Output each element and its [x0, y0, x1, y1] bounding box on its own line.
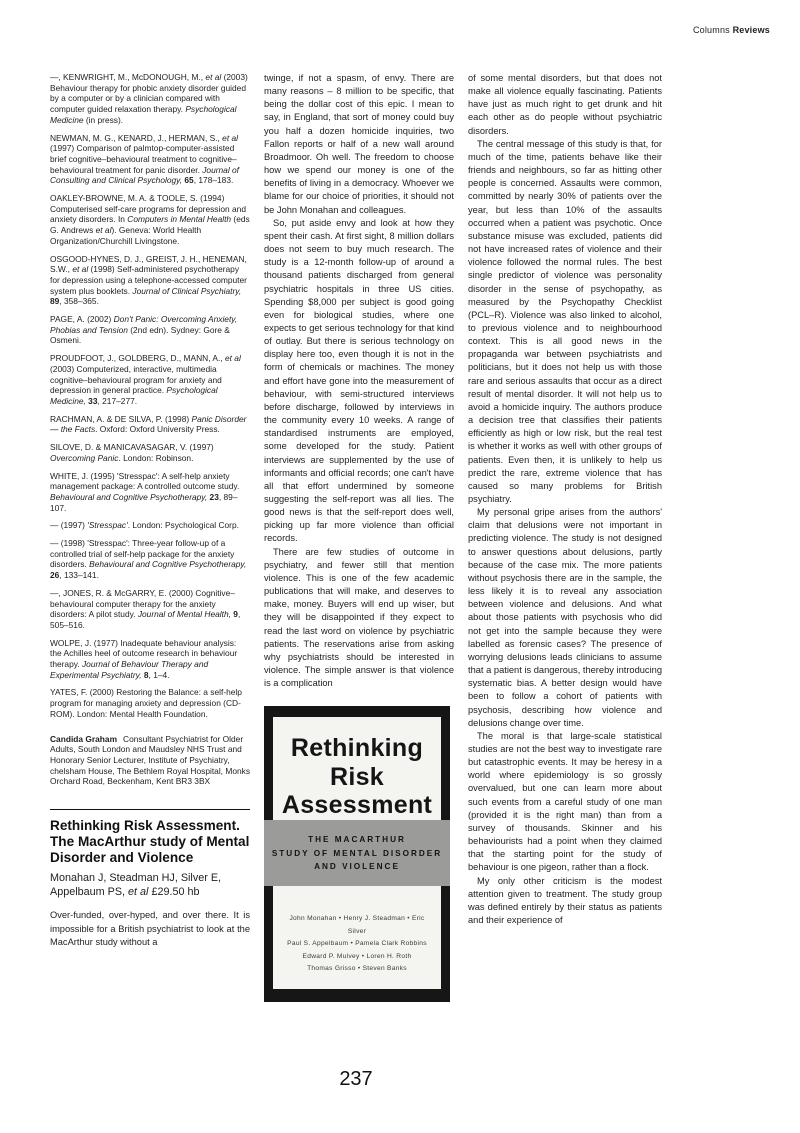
- right-column: [468, 72, 662, 927]
- body-paragraph: There are few studies of outcome in psychiatry, and fewer still that mention violence. This is one of the few academic publications that will make, and deserves to make, money. Buyers will end up wiser, but they will be disappointed if they expect to read the last word on violence by psychiatric patients. The reservations arise from asking why psychiatrists should be interested in violence. The simple answer is that violence is a complication: [264, 546, 454, 689]
- book-subtitle-line: THE MACARTHUR: [308, 835, 406, 845]
- review-title: Rethinking Risk Assessment. The MacArthur study of Mental Disorder and Violence: [50, 818, 250, 865]
- book-title-line: Assessment: [281, 791, 433, 820]
- reference-item: WOLPE, J. (1977) Inadequate behaviour analysis: the Achilles heel of outcome research in behaviour therapy. Journal of Behaviour Therapy and Experimental Psychiatry, 8, 1–4.: [50, 637, 238, 680]
- reference-item: — (1998) 'Stresspac': Three-year follow-up of a controlled trial of self-help package for the anxiety disorders. Behavioural and Cognitive Psychotherapy, 26, 133–141.: [50, 538, 247, 581]
- page-columns: [50, 72, 662, 1002]
- reference-item: NEWMAN, M. G., KENARD, J., HERMAN, S., et al (1997) Comparison of palmtop-computer-assisted brief cognitive–behavioural treatment to cognitive–behavioural treatment for panic disorder. Journal of Consulting and Clinical Psychology, 65, 178–183.: [50, 132, 240, 186]
- reference-item: —, KENWRIGHT, M., McDONOUGH, M., et al (2003) Behaviour therapy for phobic anxiety disorder guided by a computer or by a clinician compared with computer guided relaxation therapy. Psychological Medicine (in press).: [50, 72, 248, 125]
- book-subtitle-line: AND VIOLENCE: [314, 862, 400, 872]
- body-paragraph: twinge, if not a spasm, of envy. There are many reasons – 8 million to be specific, that being the dollar cost of this epic. I mean to say, in England, that sort of money could buy you half a dozen homicide inquiries, two Fallon reports or half of a new wall around Broadmoor. Oh well. The freedom to choose how we spend our money is one of the benefits of living in a democracy. Whoever we blame for our choice of priorities, it should not be John Monahan and colleagues.: [264, 73, 454, 215]
- reference-item: YATES, F. (2000) Restoring the Balance: a self-help program for managing anxiety and depression (CD-ROM). London: Mental Health Foundation.: [50, 687, 242, 719]
- book-author-line: Edward P. Mulvey • Loren H. Roth: [302, 952, 412, 960]
- body-paragraph: The central message of this study is that, for much of the time, patients behave like their friends and neighbours, so far as hitting other people is concerned. Assaults were common, committed by nearly 30% of patients over the year, but less than 10% of the assaults occurred when a patient was psychotic. Once substance misuse was excluded, patients did not have increased rates of violence and their violence followed the normal rules. The best single predictor of violence was personality disorder in the sense of psychopathy, as measured by the Psychopathy Checklist (PCL–R). Violence was also linked to alcohol, to previous violence and to neighbourhood context. This is all good news in the propaganda war between psychiatrists and politicians, but it does not help us with those rare and serious assaults that occur as a direct result of mental disorder. It will not help us to avoid a homicide inquiry. The authors produce a decision tree that classifies their patients efficiently as high or low risk, but the real test is whether it works as well with other groups of patients. Even then, it is unlikely to help us predict the rare, extreme violence that has caused so many problems for British psychiatry.: [468, 138, 662, 504]
- body-paragraph: The moral is that large-scale statistical studies are not the best way to investigate rare but catastrophic events. It may be heresy in a world where epidemiology is so grossly overvalued, but one can learn more about such events from a careful study of one man (provided it is the right man) than from a survey of thousands. Skinner and his behaviourists had a point when they claimed that the starting point for the study of behaviour is one pigeon, rather than a flock.: [468, 730, 662, 873]
- review-byline: [50, 872, 250, 899]
- book-cover-title: [273, 734, 441, 820]
- book-title-line: Rethinking: [290, 734, 424, 763]
- book-subtitle-line: STUDY OF MENTAL DISORDER: [271, 848, 443, 858]
- page-number: 237: [339, 1068, 373, 1090]
- reference-item: WHITE, J. (1995) 'Stresspac': A self-help anxiety management package: A controlled outcome study. Behavioural and Cognitive Psychotherapy, 23, 89–107.: [50, 470, 240, 513]
- review-heading-block: [50, 809, 250, 949]
- middle-column-text: [264, 72, 454, 690]
- book-cover-subtitle-band: [264, 820, 450, 886]
- book-title-line: Risk: [329, 762, 384, 791]
- book-author-line: Paul S. Appelbaum • Pamela Clark Robbins: [287, 940, 427, 948]
- reference-item: RACHMAN, A. & DE SILVA, P. (1998) Panic Disorder — the Facts. Oxford: Oxford University Press.: [50, 413, 247, 435]
- reference-item: OAKLEY-BROWNE, M. A. & TOOLE, S. (1994) Computerised self-care programs for depression and anxiety disorders. In Computers in Mental Health (eds G. Andrews et al). Geneva: World Health Organization/Churchill Livingstone.: [50, 193, 250, 246]
- running-head-section: Columns: [692, 25, 733, 35]
- review-authors: Monahan J, Steadman HJ, Silver E, Appelbaum PS,: [50, 872, 222, 898]
- body-paragraph: of some mental disorders, but that does not make all violence equally fascinating. Patients have just as much right to get drunk and hit each other as do people without psychiatric disorders.: [468, 73, 662, 136]
- book-cover-authors: [283, 913, 431, 976]
- book-cover-image: [264, 706, 450, 1002]
- contributor-name: Candida Graham: [50, 733, 118, 744]
- reference-item: SILOVE, D. & MANICAVASAGAR, V. (1997) Overcoming Panic. London: Robinson.: [50, 442, 214, 463]
- reference-item: PAGE, A. (2002) Don't Panic: Overcoming Anxiety, Phobias and Tension (2nd edn). Sydney: Gore & Osmeni.: [50, 314, 238, 346]
- reference-item: PROUDFOOT, J., GOLDBERG, D., MANN, A., et al (2003) Computerized, interactive, multimedia cognitive–behavioural program for anxiety and depression in general practice. Psychological Medicine, 33, 217–277.: [50, 353, 241, 406]
- book-author-line: John Monahan • Henry J. Steadman • Eric Silver: [289, 915, 425, 935]
- running-head: [693, 25, 770, 35]
- right-column-text: [468, 72, 662, 927]
- body-paragraph: My only other criticism is the modest attention given to treatment. The study group was defined entirely by their status as patients and their experience of: [468, 875, 662, 925]
- reference-item: —, JONES, R. & McGARRY, E. (2000) Cognitive–behavioural computer therapy for the anxiety disorders: A pilot study. Journal of Mental Health, 9, 505–516.: [50, 587, 241, 630]
- body-paragraph: My personal gripe arises from the authors' claim that delusions were not important in predicting violence. The study is not designed to answer questions about delusions, partly because of the case mix. The more patients without psychosis there are in the sample, the less likely it is to reveal any association between violence and delusions. And what about those patients with psychosis who did not get into the sample because they were labelled as forensic cases? The presence of worrying delusions leads clinicians to assume that a patient is dangerous, thereby introducing systematic bias. A better design would have been to follow a cohort of patients with psychosis, describing how violence and delusions change over time.: [468, 507, 662, 728]
- reference-list: [50, 72, 250, 720]
- reference-item: OSGOOD-HYNES, D. J., GREIST, J. H., HENEMAN, S.W., et al (1998) Self-administered psychotherapy for depression using a telephone-accessed computer system plus booklets. Journal of Clinical Psychiatry, 89, 358–365.: [50, 253, 247, 307]
- middle-column: [264, 72, 454, 1002]
- contributor-affiliation: Consultant Psychiatrist for Older Adults, South London and Maudsley NHS Trust and Honorary Senior Lecturer, Institute of Psychiatry, chelsham House, The Bethlem Royal Hospital, Monks Orchard Road, Beckenham, Kent BR3 3BX: [50, 733, 251, 787]
- reference-item: — (1997) 'Stresspac'. London: Psychological Corp.: [50, 520, 239, 531]
- review-opening-paragraph: Over-funded, over-hyped, and over there. It is impossible for a British psychiatrist to look at the MacArthur study without a: [50, 910, 250, 947]
- left-column: [50, 72, 250, 949]
- running-head-subsection: Reviews: [732, 25, 770, 35]
- review-etal: et al: [128, 885, 149, 898]
- contributor-block: [50, 734, 250, 788]
- body-paragraph: So, put aside envy and look at how they spent their cash. At first sight, 8 million dollars does not seem to buy much research. The study is a 12-month follow-up of around a thousand patients discharged from general psychiatric hospitals in three US cities. Spending $8,000 per subject is good going even for biological studies, where one expects to get serious technology for that kind of outlay. But there is serious technology on display here too, even though it is not in the form of chemicals or machines. The money and effort have gone into the measurement of behaviour, with semi-structured interviews before discharge, followed by interviews in the community every 10 weeks. A range of standardised instruments are employed, some developed for the study. Patient interviews are supplemented by the use of informants and official records; one can't have all that effort undermined by someone suggesting the self-report was all lies. The good news is that the self-report does well, picking up far more violence than official records.: [264, 217, 454, 544]
- book-author-line: Thomas Grisso • Steven Banks: [307, 965, 407, 973]
- review-price: £29.50 hb: [148, 885, 200, 898]
